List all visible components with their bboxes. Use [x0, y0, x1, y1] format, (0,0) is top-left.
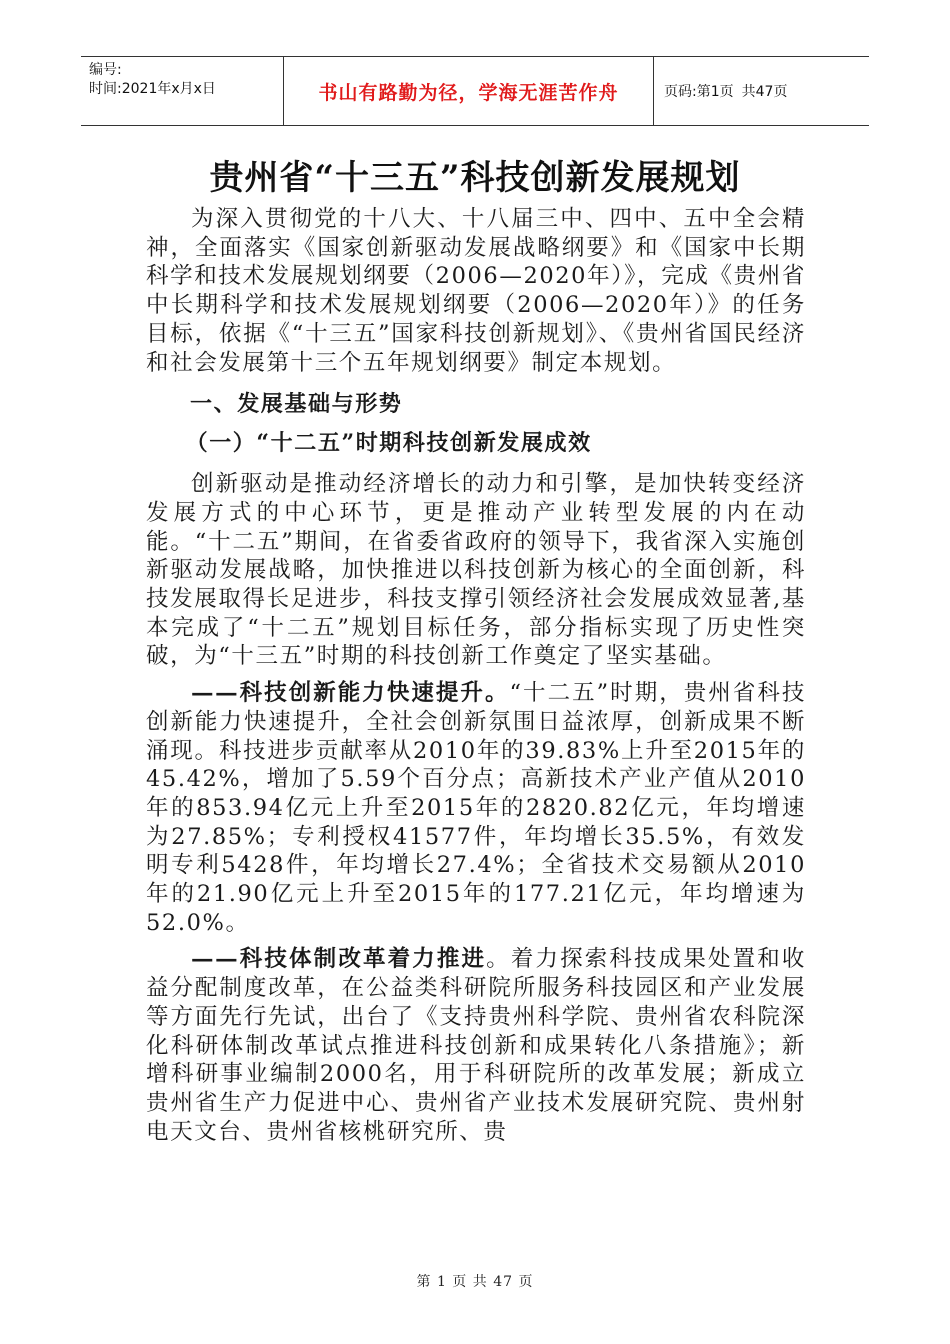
- header-meta: [81, 57, 283, 125]
- header-page-info: [654, 57, 869, 125]
- document-time-label: 时间:2021年x月x日: [89, 81, 216, 97]
- document-title: 贵州省“十三五”科技创新发展规划: [209, 158, 741, 198]
- paragraph-lead: ——科技创新能力快速提升。: [191, 680, 510, 707]
- body-paragraph-capability: [146, 679, 806, 937]
- paragraph-text: 。着力探索科技成果处置和收益分配制度改革，在公益类科研院所服务科技园区和产业发展等方面先行先试，出台了《支持贵州科学院、贵州省农科院深化科研体制改革试点推进科技创新和成果转化八条措施》；新增科研事业编制2000名，用于科研院所的改革发展；新成立贵州省生产力促进中心、贵州省产业技术发展研究院、贵州射电天文台、贵州省核桃研究所、贵: [146, 946, 806, 1145]
- paragraph-text: “十二五”时期，贵州省科技创新能力快速提升，全社会创新氛围日益浓厚，创新成果不断涌现。科技进步贡献率从2010年的39.83%上升至2015年的45.42%，增加了5.59个百分点；高新技术产业产值从2010年的853.94亿元上升至2015年的2820.82亿元，年均增速为27.85%；专利授权41577件，年均增长35.5%，有效发明专利5428件，年均增长27.4%；全省技术交易额从2010年的21.90亿元上升至2015年的177.21亿元，年均增速为52.0%。: [146, 680, 806, 936]
- header-page-current: 页码:第1页: [664, 84, 734, 100]
- header-page-total: 共47页: [741, 84, 788, 100]
- intro-paragraph: 为深入贯彻党的十八大、十八届三中、四中、五中全会精神，全面落实《国家创新驱动发展战略纲要》和《国家中长期科学和技术发展规划纲要（2006—2020年）》，完成《贵州省中长期科学和技术发展规划纲要（2006—2020年）》的任务目标，依据《“十三五”国家科技创新规划》、《贵州省国民经济和社会发展第十三个五年规划纲要》制定本规划。: [146, 206, 806, 376]
- page-footer: 第 1 页 共 47 页: [416, 1274, 534, 1290]
- document-number-label: 编号:: [89, 62, 122, 78]
- header-motto: 书山有路勤为径，学海无涯苦作舟: [283, 57, 654, 125]
- subsection-heading: （一）“十二五”时期科技创新发展成效: [185, 430, 592, 457]
- document-header: [81, 56, 869, 126]
- paragraph-lead: ——科技体制改革着力推进: [191, 946, 487, 973]
- body-paragraph-reform: [146, 945, 806, 1146]
- body-paragraph: 创新驱动是推动经济增长的动力和引擎，是加快转变经济发展方式的中心环节，更是推动产业转型发展的内在动能。“十二五”期间，在省委省政府的领导下，我省深入实施创新驱动发展战略，加快推进以科技创新为核心的全面创新，科技发展取得长足进步，科技支撑引领经济社会发展成效显著,基本完成了“十二五”规划目标任务，部分指标实现了历史性突破，为“十三五”时期的科技创新工作奠定了坚实基础。: [146, 471, 806, 670]
- section-heading: 一、发展基础与形势: [190, 392, 403, 418]
- document-body: [146, 205, 806, 1146]
